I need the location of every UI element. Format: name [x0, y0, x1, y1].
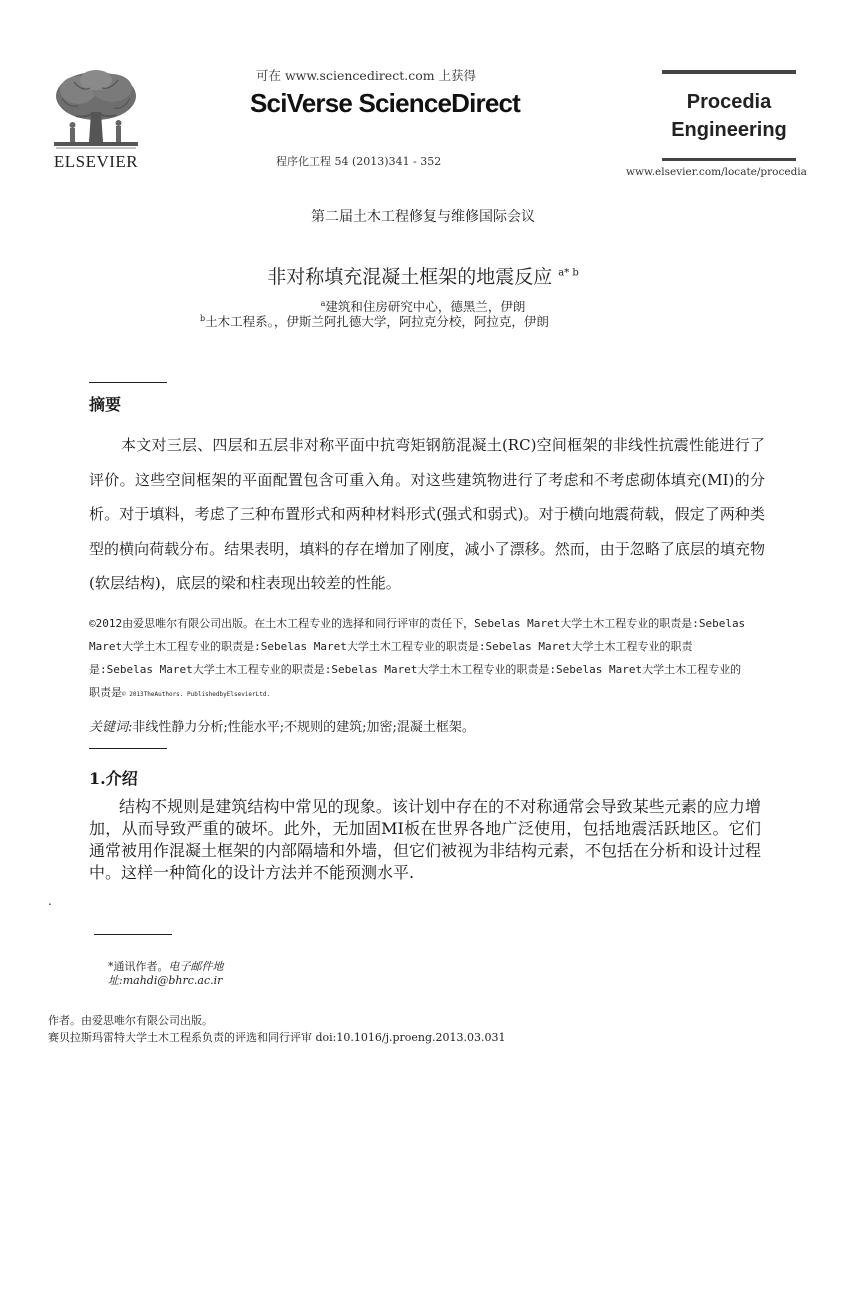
affiliation-a-mark: a — [320, 298, 326, 308]
footnote-rule — [94, 934, 172, 935]
tree-icon — [48, 68, 144, 154]
journal-title-line2: Engineering — [671, 119, 787, 141]
affiliation-b — [200, 312, 549, 330]
affiliation-b-text: 土木工程系。，伊斯兰阿扎德大学，阿拉克分校，阿拉克，伊朗 — [205, 314, 549, 329]
paper-title-marks: a* b — [558, 267, 579, 279]
copyright-text: ©2012由爱思唯尔有限公司出版。在土木工程专业的选择和同行评审的责任下，Sebelas Maret大学土木工程专业的职责是:Sebelas Maret大学土木工程专业的职责是:Sebelas Maret大学土木工程专业的职责是:Sebelas Maret大学土木工程专业的职责是:Sebelas Maret大学土木工程专业的职责是:Sebelas Maret大学土木工程专业的职责是:Sebelas Maret大学土木工程专业的职责是 — [89, 617, 746, 699]
sciverse-sciencedirect-banner: SciVerse ScienceDirect — [250, 88, 521, 118]
logo-bottom-rule — [662, 158, 796, 161]
stray-mark: . — [48, 894, 52, 908]
procedia-engineering-logo — [662, 70, 796, 164]
abstract-body: 本文对三层、四层和五层非对称平面中抗弯矩钢筋混凝土(RC)空间框架的非线性抗震性能进行了评价。这些空间框架的平面配置包含可重入角。对这些建筑物进行了考虑和不考虑砌体填充(MI)的分析。对于填料，考虑了三种布置形式和两种材料形式(强式和弱式)。对于横向地震荷载，假定了两种类型的横向荷载分布。结果表明，填料的存在增加了刚度，减小了漂移。然而，由于忽略了底层的填充物(软层结构)，底层的梁和柱表现出较差的性能。 — [89, 436, 765, 593]
copyright-tiny-text: © 2013TheAuthors. PublishedbyElsevierLtd. — [122, 691, 271, 698]
affiliation-a-text: 建筑和住房研究中心，德黑兰，伊朗 — [325, 299, 526, 314]
logo-top-rule — [662, 70, 796, 74]
corresponding-author-label: *通讯作者。 — [108, 960, 169, 973]
keywords-line — [89, 716, 475, 735]
keywords-text: 非线性静力分析;性能水平;不规则的建筑;加密;混凝土框架。 — [132, 720, 475, 735]
copyright-notice — [89, 612, 749, 706]
email-address: 址:mahdi@bhrc.ac.ir — [108, 974, 223, 987]
paper-title-text: 非对称填充混凝土框架的地震反应 — [267, 266, 553, 288]
paper-title — [0, 262, 846, 289]
keywords-label: 关键词: — [89, 720, 133, 735]
affiliation-b-mark: b — [200, 313, 206, 323]
section-heading: 1.介绍 — [89, 769, 138, 788]
journal-title — [662, 88, 796, 144]
conference-name: 第二届土木工程修复与维修国际会议 — [311, 209, 535, 225]
journal-reference: 程序化工程 54 (2013)341 - 352 — [276, 155, 442, 168]
abstract-bottom-rule — [89, 748, 167, 749]
email-label: 电子邮件地 — [168, 960, 224, 973]
journal-url: www.elsevier.com/locate/procedia — [626, 166, 807, 178]
abstract-top-rule — [89, 382, 167, 383]
section-body: 结构不规则是建筑结构中常见的现象。该计划中存在的不对称通常会导致某些元素的应力增加，从而导致严重的破坏。此外，无加固MI板在世界各地广泛使用，包括地震活跃地区。它们通常被用作混凝土框架的内部隔墙和外墙，但它们被视为非结构元素，不包括在分析和设计过程中。这样一种简化的设计方法并不能预测水平. — [89, 797, 762, 882]
availability-line: 可在 www.sciencedirect.com 上获得 — [256, 68, 477, 83]
publisher-line: 作者。由爱思唯尔有限公司出版。 — [48, 1014, 213, 1027]
abstract-heading: 摘要 — [89, 395, 122, 414]
peer-review-doi-line: 赛贝拉斯玛雷特大学土木工程系负责的评选和同行评审 doi:10.1016/j.proeng.2013.03.031 — [48, 1031, 506, 1044]
elsevier-wordmark: ELSEVIER — [53, 152, 139, 171]
journal-title-line1: Procedia — [686, 91, 772, 113]
